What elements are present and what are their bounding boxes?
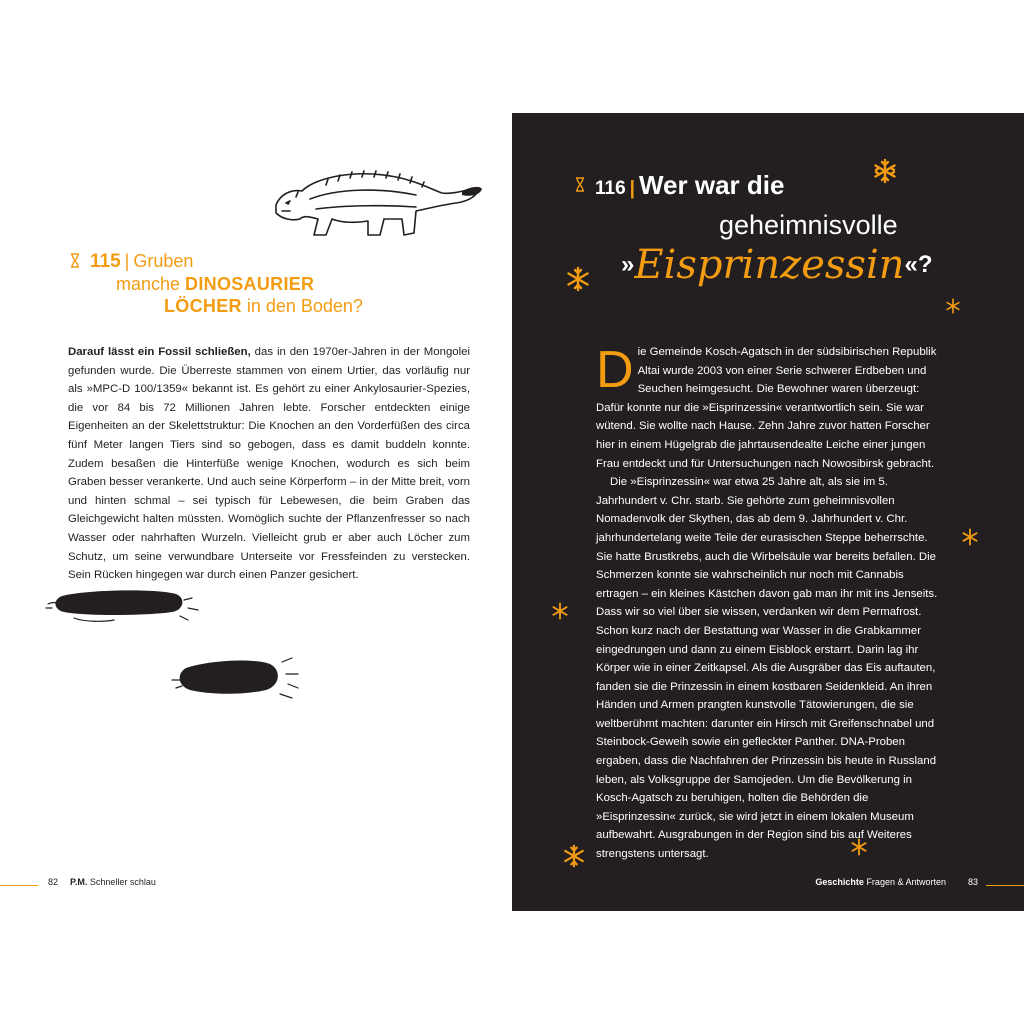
- answer-115-text: [68, 343, 470, 585]
- footer-section: Geschichte: [815, 877, 864, 887]
- footer-rule-right: [986, 885, 1024, 886]
- snowflake-icon: [961, 528, 979, 546]
- footer-brand: P.M.: [70, 877, 88, 887]
- page-number-left: 82: [48, 877, 59, 887]
- question-number: 115: [90, 251, 121, 272]
- snowflake-icon: [565, 266, 591, 292]
- snowflake-icon: [945, 298, 961, 314]
- question-115-heading: [70, 250, 400, 317]
- title-line-1: Wer war die: [638, 170, 785, 200]
- burrow-hole-illustration: [170, 654, 310, 700]
- answer-paragraph-2: Die »Eisprinzessin« war etwa 25 Jahre alt, als sie im 5. Jahrhundert v. Chr. starb. Sie gehörte zum geheimnisvollen Nomadenvolk der Skythen, das ab dem 9. Jahrhundert v. Chr. jahrhundertelang weite Teile der eurasischen Steppe beherrschte. Sie hatte Brustkrebs, auch die Wirbelsäule war bereits befallen. Die Schmerzen konnte sie wahrscheinlich nur noch mit Cannabis ertragen – ein kleines Kästchen davon gab man ihr mit ins Jenseits. Dass wir so viel über sie wissen, verdanken wir dem Permafrost. Schon kurz nach der Bestattung war Wasser in die Grabkammer eingedrungen und dann zu einem Eisblock erstarrt. Darin lag ihr Körper wie in einer Zeitkapsel. Als die Ausgräber das Eis auftauten, fanden sie die Prinzessin in einem kostbaren Seidenkleid. An ihren Händen und Armen prangten kunstvolle Tätowierungen, die sie weltberühmt machten: darunter ein Hirsch mit Greifenschnabel und Steinbock-Geweih sowie ein gefleckter Panther. DNA-Proben ergaben, dass die Nachfahren der Prinzessin bis heute in Russland leben, als Volksgruppe der Samojeden. Um die Bevölkerung in Kosch-Agatsch zu beruhigen, holten die Behörden die »Eisprinzessin« zurück, sie wird jetzt in einem lokalen Museum aufbewahrt. Ausgrabungen in der Region sind bis auf Weiteres strengstens untersagt.: [596, 476, 938, 861]
- title-line-3a: LÖCHER: [164, 296, 242, 316]
- answer-body: das in den 1970er-Jahren in der Mongolei gefunden wurde. Die Überreste stammen von einem Urtier, das vorläufig nur als »MPC-D 100/1359« bekannt ist. Es gehört zu einer Ankylosaurier-Spezies, die vor 84 bis 72 Millionen Jahren lebte. Forscher entdeckten einige Eigenheiten an der Skelettstruktur: Die Knochen an den Vorderfüßen des circa fünf Meter langen Tiers sind so gebogen, dass es damit buddeln konnte. Zudem besaßen die Hinterfüße wenige Knochen, wodurch es sich beim Graben besser verankerte. Und auch seine Körperform – in der Mitte breit, vorn und hinten schmal – sei typisch für Lebewesen, die beim Graben das Gleichgewicht halten müssten. Womöglich suchte der Pflanzenfresser so nach Wasser oder nahrhaften Wurzeln. Vielleicht grub er aber auch Löcher zum Schutz, um seine verwundbare Unterseite vor Fressfeinden zu verstecken. Sein Rücken hingegen war durch einen Panzer gesichert.: [68, 346, 471, 582]
- answer-paragraph-1: ie Gemeinde Kosch-Agatsch in der südsibirischen Republik Altai wurde 2003 von einer Serie schwerer Erdbeben und Seuchen heimgesucht. Die Bewohner waren überzeugt: Dafür konnte nur die »Eisprinzessin« verantwortlich sein. Sie war wütend. Sie wollte nach Hause. Zehn Jahre zuvor hatten Forscher hier in einem Hügelgrab die jahrtausendealte Leiche einer jungen Frau entdeckt und für Untersuchungen nach Nowosibirsk gebracht.: [596, 346, 937, 470]
- title-line-2: geheimnisvolle: [719, 210, 898, 240]
- footer-right: [815, 877, 978, 887]
- page-number-right: 83: [967, 877, 978, 887]
- snowflake-icon: [551, 602, 569, 620]
- answer-116-text: [596, 343, 944, 864]
- snowflake-icon: [562, 844, 586, 868]
- title-open-quote: »: [621, 251, 635, 278]
- snowflake-icon: [850, 838, 868, 856]
- ankylosaurus-illustration: [266, 165, 486, 245]
- question-separator: |: [124, 251, 130, 271]
- footer-left: [48, 877, 156, 887]
- footer-book-title: Schneller schlau: [87, 877, 156, 887]
- drop-cap: D: [596, 341, 634, 399]
- question-separator: |: [629, 178, 635, 199]
- answer-lead: Darauf lässt ein Fossil schließen,: [68, 346, 251, 358]
- title-script-word: Eisprinzessin: [634, 242, 905, 288]
- title-line-1: Gruben: [133, 251, 194, 271]
- question-number: 116: [595, 178, 626, 199]
- title-line-3b: in den Boden?: [241, 296, 363, 316]
- burrow-hole-illustration: [44, 586, 204, 626]
- title-close-quote: «?: [904, 251, 933, 278]
- hourglass-icon: [575, 177, 585, 192]
- title-line-2a: manche: [116, 274, 186, 294]
- hourglass-icon: [70, 253, 80, 268]
- title-line-3: [621, 242, 933, 288]
- footer-section-title: Fragen & Antworten: [863, 877, 946, 887]
- snowflake-icon: [872, 158, 898, 184]
- title-line-2b: DINOSAURIER: [185, 274, 315, 294]
- footer-rule-left: [0, 885, 38, 886]
